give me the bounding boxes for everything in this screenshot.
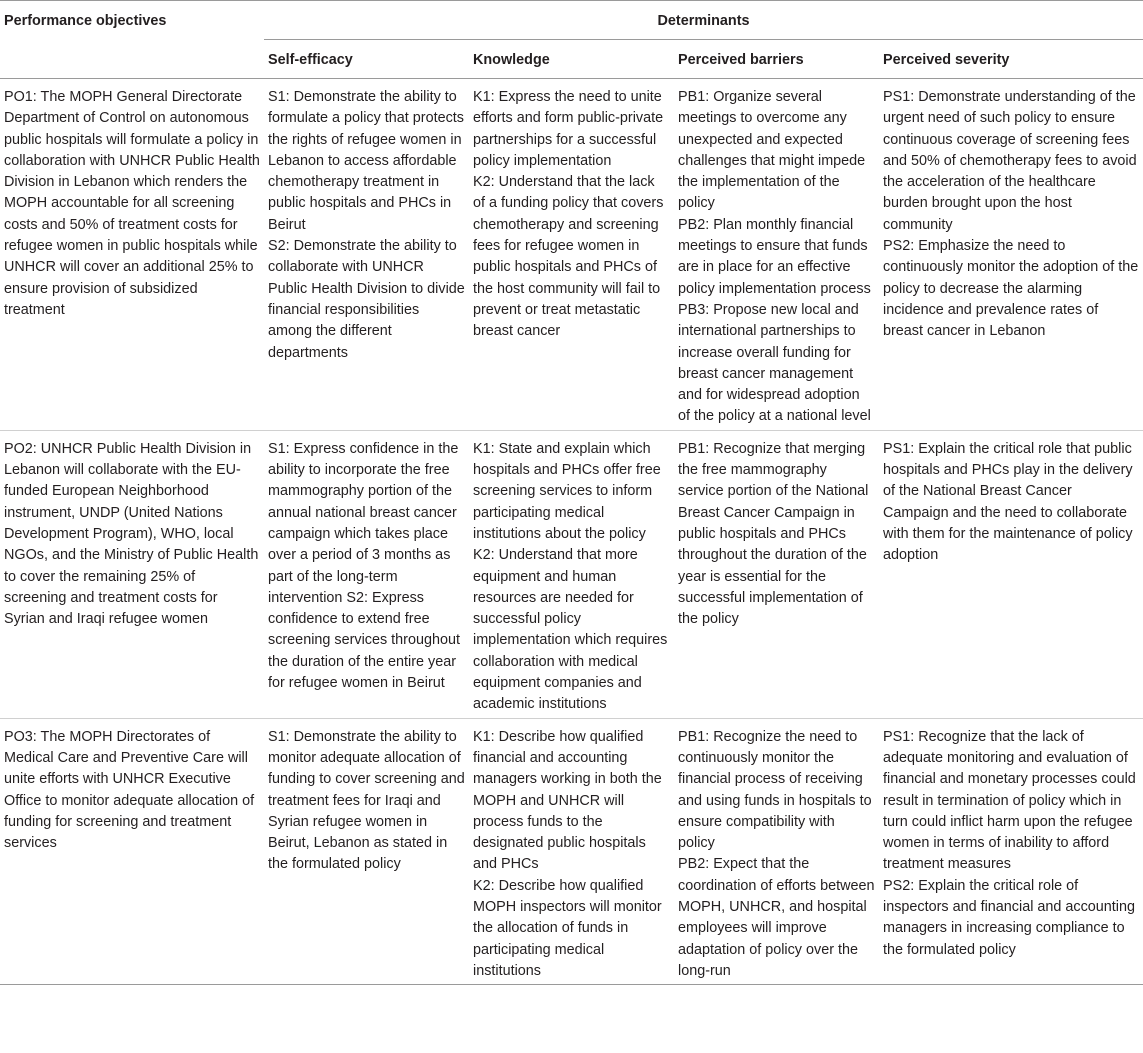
perceived-severity-cell [879,430,1143,718]
knowledge-item: K2: Describe how qualified MOPH inspectors will monitor the allocation of funds in participating medical institutions [473,877,662,979]
barrier-item: PB1: Recognize that merging the free mammography service portion of the National Breast Cancer Campaign in public hospitals and PHCs throughout the duration of the year is essential for the successful implementation of the policy [678,440,869,628]
severity-item: PS1: Demonstrate understanding of the urgent need of such policy to ensure continuous coverage of screening fees and 50% of chemotherapy fees to avoid the acceleration of the healthcare burden brought upon the host community [883,89,1137,233]
perceived-barriers-cell [674,79,879,431]
self-efficacy-cell [264,79,469,431]
header-self-efficacy: Self-efficacy [268,52,353,68]
objective-cell [0,430,264,718]
barrier-item: PB1: Organize several meetings to overcome any unexpected and expected challenges that might impede the implementation of the policy [678,89,866,212]
objective-cell [0,718,264,985]
knowledge-cell [469,718,674,985]
severity-item: PS2: Emphasize the need to continuously monitor the adoption of the policy to decrease the alarming incidence and prevalence rates of breast cancer in Lebanon [883,238,1139,340]
severity-item: PS1: Recognize that the lack of adequate monitoring and evaluation of financial and monetary processes could result in termination of policy which in turn could inflict harm upon the refugee women in terms of inability to afford treatment measures [883,728,1136,873]
table-row [0,79,1143,431]
knowledge-item: K2: Understand that more equipment and human resources are needed for successful policy implementation which requires collaboration with medical equipment companies and academic institutions [473,547,668,713]
objective-text: PO2: UNHCR Public Health Division in Lebanon will collaborate with the EU-funded European Neighborhood instrument, UNDP (United Nations Development Program), WHO, local NGOs, and the Ministry of Public Health to cover the remaining 25% of screening and treatment costs for Syrian and Iraqi refugee women [4,440,259,628]
header-perceived-barriers: Perceived barriers [678,52,804,68]
barrier-item: PB3: Propose new local and international partnerships to increase overall funding for breast cancer management and for widespread adoption of the policy at a national level [678,301,871,425]
knowledge-cell [469,79,674,431]
header-perceived-severity: Perceived severity [883,52,1010,68]
self-efficacy-item: S1: Demonstrate the ability to formulate a policy that protects the rights of refugee women in Lebanon to access affordable chemotherapy treatment in public hospitals and PHCs in Beirut [268,89,464,233]
perceived-severity-cell [879,79,1143,431]
header-row-1 [0,1,1143,40]
knowledge-cell [469,430,674,718]
header-performance-objectives: Performance objectives [4,13,167,29]
barrier-item: PB1: Recognize the need to continuously monitor the financial process of receiving and using funds in hospitals to ensure compatibility with policy [678,728,872,852]
header-determinants: Determinants [264,1,1143,40]
self-efficacy-item: S2: Demonstrate the ability to collaborate with UNHCR Public Health Division to divide financial responsibilities among the different departments [268,238,465,361]
self-efficacy-cell [264,430,469,718]
self-efficacy-cell [264,718,469,985]
knowledge-item: K1: Describe how qualified financial and accounting managers working in both the MOPH and UNHCR will process funds to the designated public hospitals and PHCs [473,728,662,873]
table-row [0,430,1143,718]
header-knowledge: Knowledge [473,52,550,68]
knowledge-item: K1: Express the need to unite efforts and form public-private partnerships for a successful policy implementation [473,89,664,169]
perceived-barriers-cell [674,430,879,718]
perceived-severity-cell [879,718,1143,985]
header-row-2 [0,40,1143,79]
objective-text: PO3: The MOPH Directorates of Medical Care and Preventive Care will unite efforts with UNHCR Executive Office to monitor adequate allocation of funding for screening and treatment services [4,728,255,852]
knowledge-item: K2: Understand that the lack of a funding policy that covers chemotherapy and screening fees for refugee women in public hospitals and PHCs of the host community will fail to prevent or treat metastatic breast cancer [473,174,664,340]
perceived-barriers-cell [674,718,879,985]
knowledge-item: K1: State and explain which hospitals and PHCs offer free screening services to inform participating medical institutions about the policy [473,440,661,542]
barrier-item: PB2: Expect that the coordination of efforts between MOPH, UNHCR, and hospital employees will improve adaptation of policy over the long-run [678,856,875,979]
table-row [0,718,1143,985]
severity-item: PS1: Explain the critical role that public hospitals and PHCs play in the delivery of the National Breast Cancer Campaign and the need to collaborate with them for the maintenance of policy adoption [883,440,1133,564]
objective-text: PO1: The MOPH General Directorate Department of Control on autonomous public hospitals will formulate a policy in collaboration with UNHCR Public Health Division in Lebanon which renders the MOPH accountable for all screening costs and 50% of treatment costs for refugee women in public hospitals while UNHCR will cover an additional 25% to ensure provision of subsidized treatment [4,89,260,318]
objective-cell [0,79,264,431]
self-efficacy-item: S1: Demonstrate the ability to monitor adequate allocation of funding to cover screening and treatment fees for Iraqi and Syrian refugee women in Beirut, Lebanon as stated in the formulated policy [268,728,465,873]
barrier-item: PB2: Plan monthly financial meetings to ensure that funds are in place for an effective policy implementation process [678,216,871,297]
header-empty [0,40,264,79]
self-efficacy-item: S1: Express confidence in the ability to incorporate the free mammography portion of the annual national breast cancer campaign which takes place over a period of 3 months as part of the long-term intervention S2: Express confidence to extend free screening services throughout the duration of the entire year for refugee women in Beirut [268,440,460,692]
severity-item: PS2: Explain the critical role of inspectors and financial and accounting managers in increasing compliance to the formulated policy [883,877,1136,958]
